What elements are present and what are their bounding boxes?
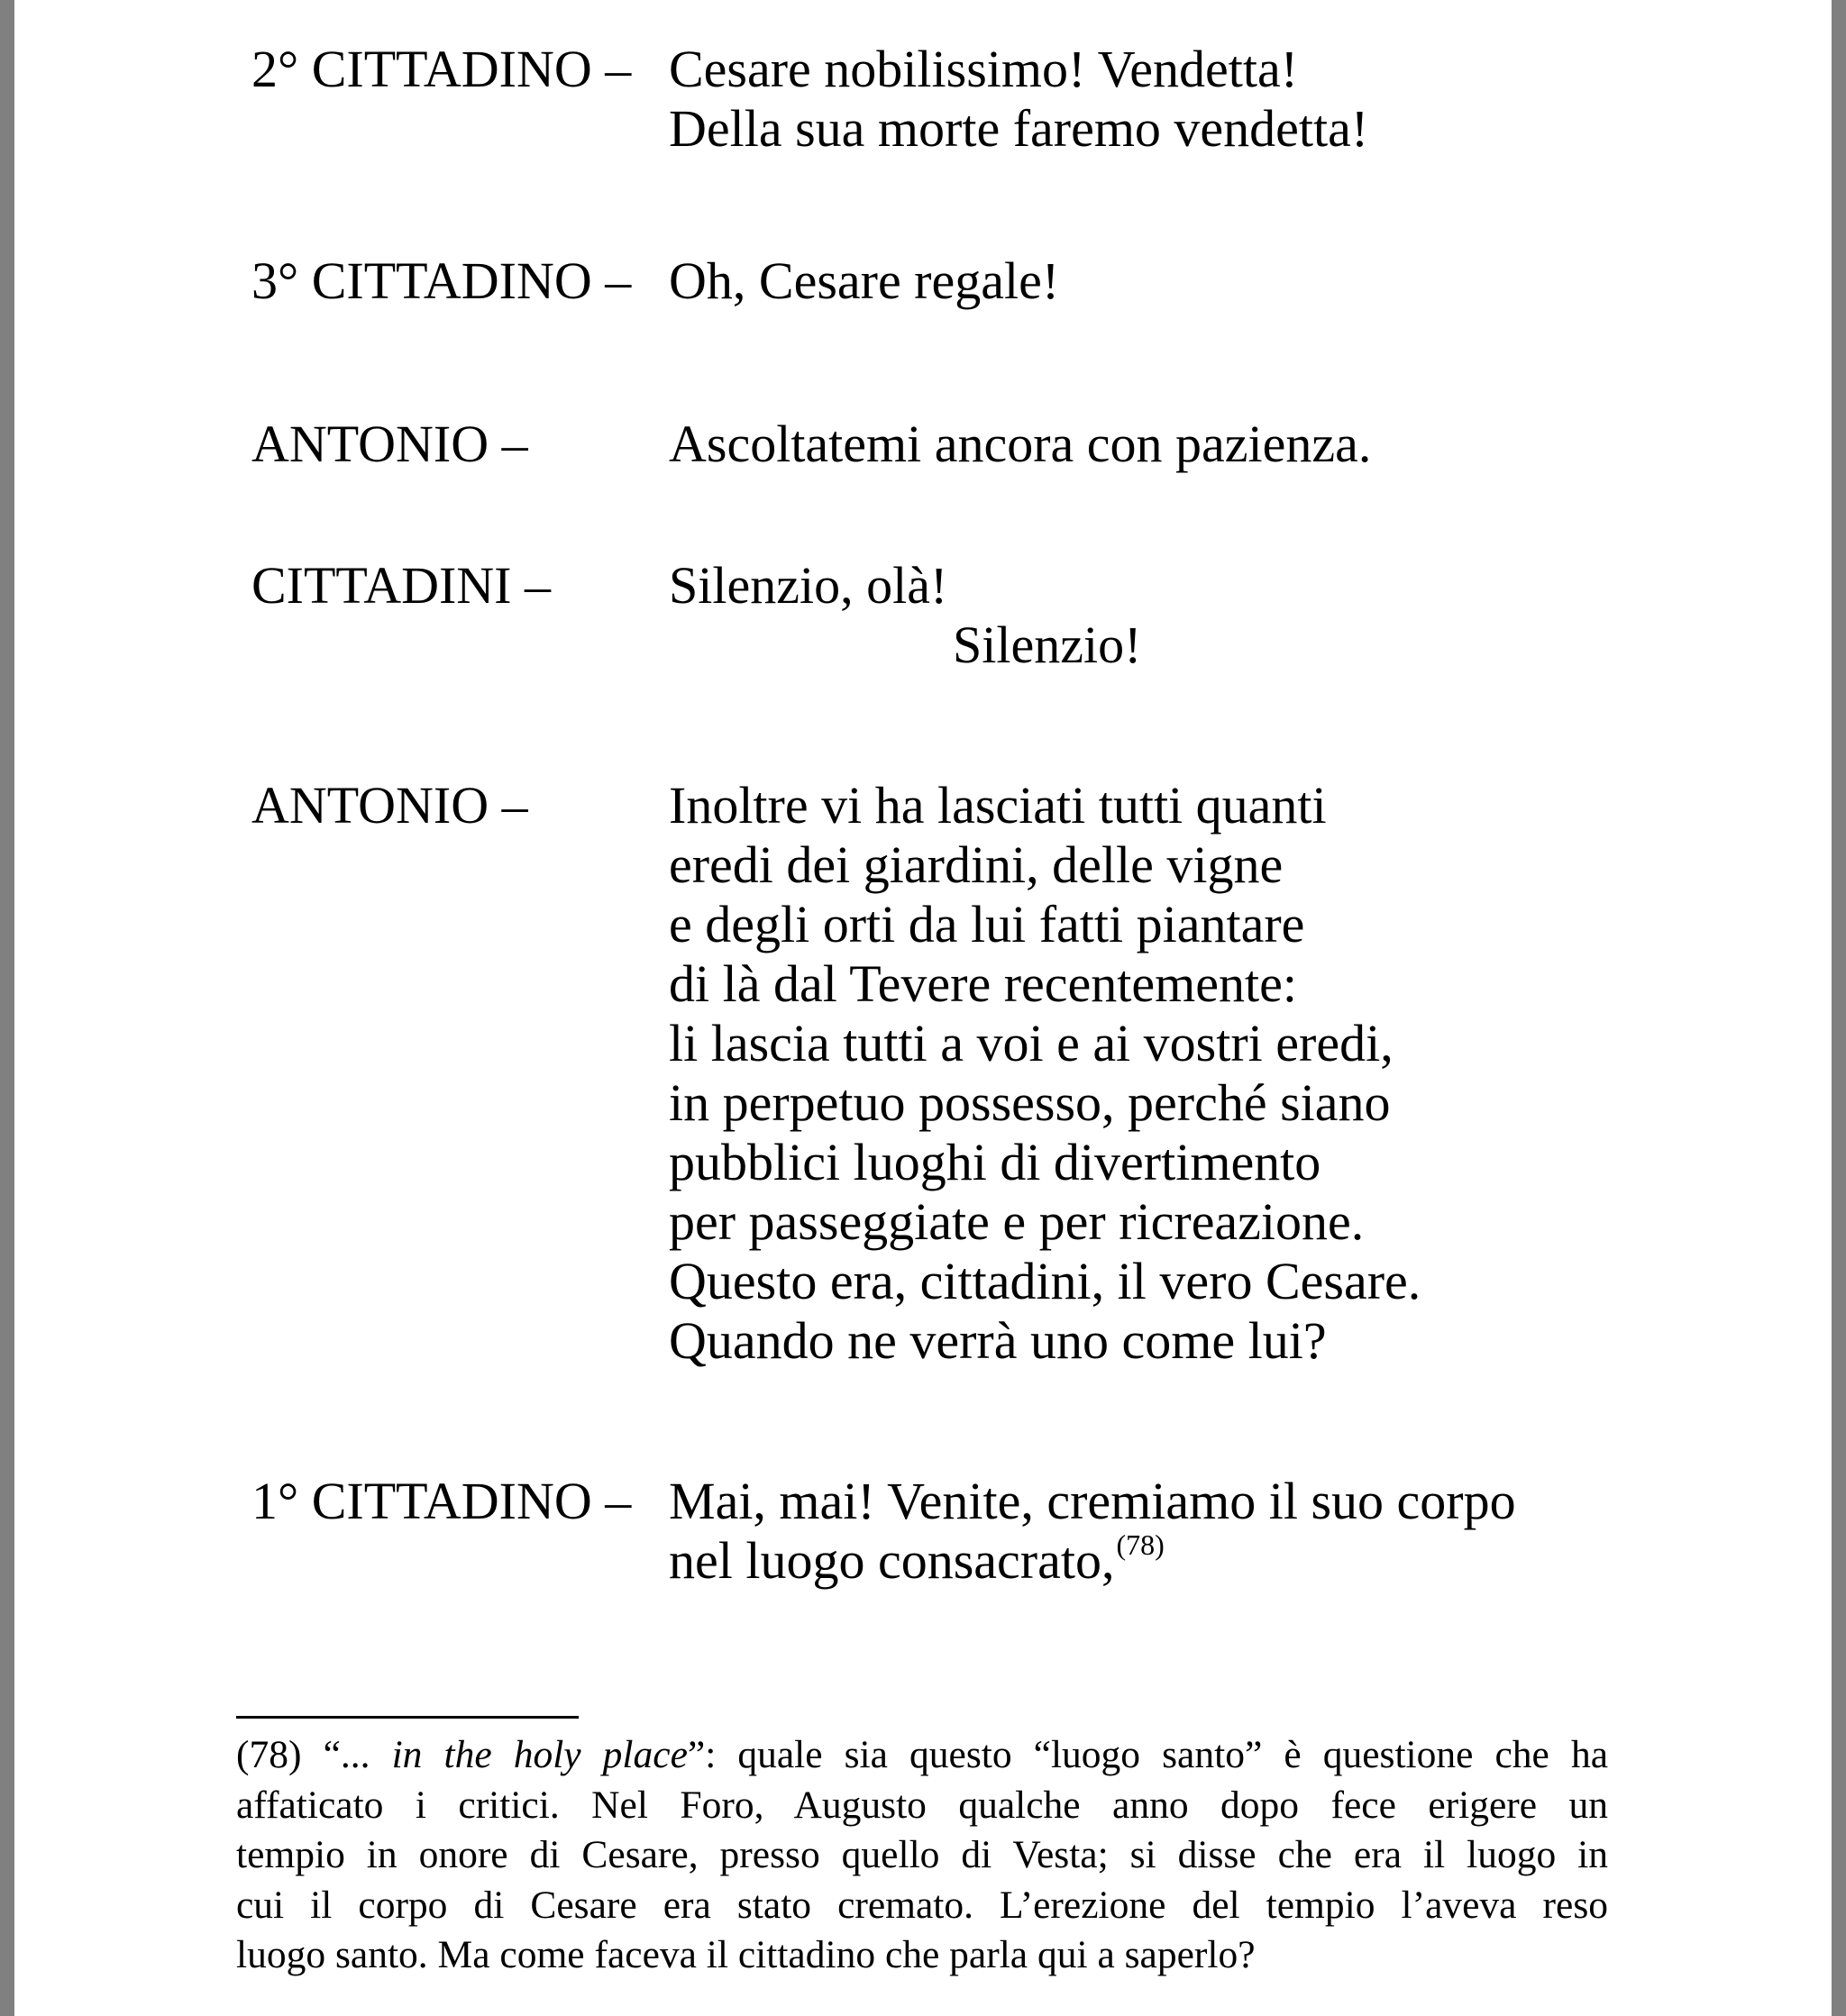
speech-lines: [669, 251, 1059, 311]
footnote-reference[interactable]: (78): [1116, 1528, 1165, 1561]
verse-line: Oh, Cesare regale!: [669, 251, 1060, 310]
verse-line: Cesare nobilissimo! Vendetta!: [669, 40, 1299, 98]
speaker-label: 2° CITTADINO –: [251, 40, 632, 98]
verse-line: Quando ne verrà uno come lui?: [669, 1311, 1327, 1370]
speech-lines: [669, 40, 1368, 159]
left-margin-bar: [0, 0, 14, 2016]
footnote-line: affaticato i critici. Nel Foro, Augusto qualche anno dopo fece erigere un: [236, 1783, 1608, 1827]
verse-line: in perpetuo possesso, perché siano: [669, 1073, 1391, 1132]
verse-line-indented: Silenzio!: [953, 616, 1142, 674]
footnote-line: luogo santo. Ma come faceva il cittadino che parla qui a saperlo?: [236, 1933, 1256, 1976]
speech-lines: [669, 776, 1421, 1371]
footnote-line: cui il corpo di Cesare era stato cremato. L’erezione del tempio l’aveva reso: [236, 1883, 1608, 1927]
verse-line: di là dal Tevere recentemente:: [669, 954, 1297, 1013]
speech-lines: [669, 1472, 1516, 1591]
footnote-quote-open: “...: [323, 1733, 392, 1776]
right-margin-bar: [1832, 0, 1846, 2016]
footnote-text: : quale sia questo “luogo santo” è questione che ha: [705, 1733, 1608, 1776]
footnote-quote-close: ”: [687, 1733, 706, 1776]
speaker-label: ANTONIO –: [251, 415, 528, 473]
footnote-number: (78): [236, 1733, 302, 1776]
footnote-line: [236, 1730, 1608, 1781]
footnote-quote-italic: in the holy place: [391, 1733, 688, 1776]
speaker-label: CITTADINI –: [251, 556, 551, 615]
speaker-label: 3° CITTADINO –: [251, 251, 632, 310]
verse-line: per passeggiate e per ricreazione.: [669, 1192, 1365, 1251]
verse-line: Inoltre vi ha lasciati tutti quanti: [669, 776, 1327, 835]
verse-line: Silenzio, olà!: [669, 556, 948, 615]
verse-line: Questo era, cittadini, il vero Cesare.: [669, 1252, 1421, 1310]
verse-line: e degli orti da lui fatti piantare: [669, 895, 1305, 953]
footnote-line: tempio in onore di Cesare, presso quello di Vesta; si disse che era il luogo in: [236, 1833, 1608, 1876]
verse-line: Della sua morte faremo vendetta!: [669, 99, 1369, 158]
speech-lines: [669, 556, 1141, 675]
footnote-separator: [236, 1716, 579, 1719]
verse-line: pubblici luoghi di divertimento: [669, 1133, 1321, 1191]
verse-text: nel luogo consacrato,: [669, 1531, 1115, 1590]
verse-line: Mai, mai! Venite, cremiamo il suo corpo: [669, 1472, 1516, 1530]
footnote: [236, 1730, 1608, 1981]
verse-line-with-footnote: [669, 1528, 1516, 1591]
speaker-label: 1° CITTADINO –: [251, 1472, 632, 1530]
verse-line: Ascoltatemi ancora con pazienza.: [669, 415, 1372, 473]
speaker-label: ANTONIO –: [251, 776, 528, 835]
verse-line: eredi dei giardini, delle vigne: [669, 835, 1284, 894]
speech-lines: [669, 415, 1371, 474]
verse-line: li lascia tutti a voi e ai vostri eredi,: [669, 1014, 1394, 1072]
